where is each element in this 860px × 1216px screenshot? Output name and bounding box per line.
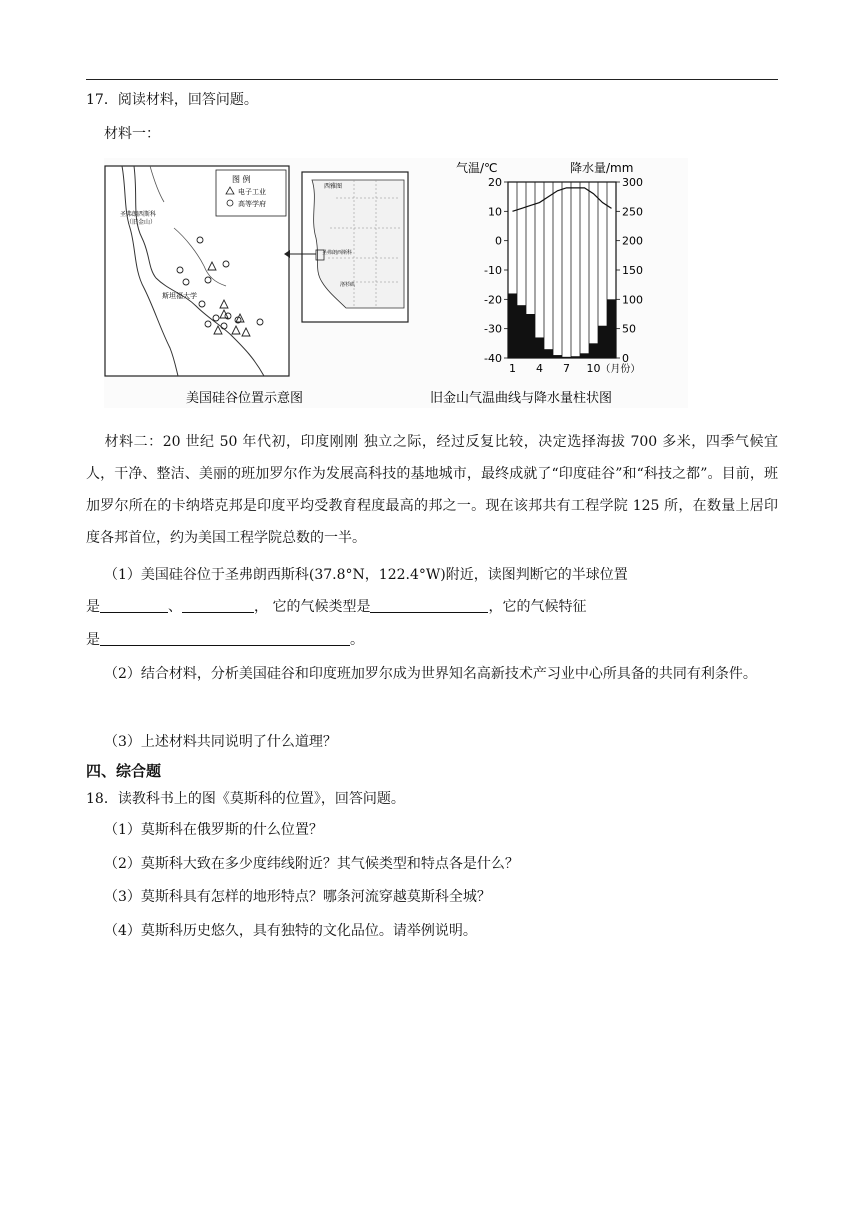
left-tick-label: 0 [495, 234, 502, 248]
q17-sub1-line2: 是 、 ， 它的气候类型是 ，它的气候特征 [86, 599, 587, 615]
svg-text:圣弗朗西斯科: 圣弗朗西斯科 [322, 250, 353, 256]
right-tick-label: 200 [622, 234, 643, 248]
right-tick-label: 50 [622, 322, 636, 336]
left-tick-label: 20 [488, 176, 502, 189]
right-tick-label: 150 [622, 264, 643, 277]
material-1-label: 材料一： [104, 126, 160, 142]
x-tick-label: 1 [509, 362, 516, 375]
precip-bar [571, 356, 580, 358]
svg-text:洛杉矶: 洛杉矶 [340, 282, 356, 288]
left-tick-label: -30 [484, 322, 502, 336]
precip-bar [508, 293, 517, 358]
q17-sub1-line3: 是 。 [86, 632, 364, 648]
x-tick-label: 10 [586, 362, 601, 375]
left-axis-title: 气温/℃ [456, 161, 498, 175]
left-tick-label: -20 [484, 293, 502, 307]
q18-item-2: （2）莫斯科大致在多少度纬线附近？其气候类型和特点各是什么？ [104, 856, 519, 872]
material-2-paragraph: 材料二：20 世纪 50 年代初，印度刚刚 独立之际，经过反复比较，决定选择海拔 700 多米，四季气候宜人，干净、整洁、美丽的班加罗尔作为发展高科技的基地城市，最终成就了“印度硅谷”和“科技之都”。目前，班加罗尔所在的卡纳塔克邦是印度平均受教育程度最高的邦之一。现在该邦共有工程学院 125 所，在数量上居印度各邦首位，约为美国工程学院总数的一半。 [86, 434, 778, 546]
legend-title: 图 例 [232, 175, 251, 184]
precip-bar [589, 343, 598, 358]
precip-bar [580, 353, 589, 358]
x-tick-label: 7 [563, 362, 570, 375]
question-18-title: 18．读教科书上的图《莫斯科的位置》，回答问题。 [86, 791, 405, 807]
precip-bar [526, 314, 535, 358]
answer-blank-hemisphere-2[interactable] [182, 598, 254, 613]
left-tick-label: 10 [488, 205, 502, 219]
climate-chart [456, 160, 643, 375]
precip-bar [517, 305, 526, 358]
right-tick-label: 100 [622, 293, 643, 307]
x-tick-label: 4 [536, 362, 543, 375]
legend-item-universities: 高等学府 [238, 200, 266, 208]
climate-chart-caption: 旧金山气温曲线与降水量柱状图 [430, 391, 613, 406]
answer-blank-hemisphere-1[interactable] [100, 598, 168, 613]
us-west-inset-map [284, 172, 408, 322]
section-heading: 四、综合题 [86, 762, 162, 780]
question-17-title: 17．阅读材料，回答问题。 [86, 92, 258, 108]
silicon-valley-map [105, 166, 289, 376]
q17-sub2: （2）结合材料，分析美国硅谷和印度班加罗尔成为世界知名高新技术产习业中心所具备的共同有利条件。 [104, 666, 757, 682]
legend-item-electronics: 电子工业 [238, 188, 266, 196]
q18-item-4: （4）莫斯科历史悠久，具有独特的文化品位。请举例说明。 [104, 923, 477, 939]
q17-sub1-line1: （1）美国硅谷位于圣弗朗西斯科(37.8°N，122.4°W)附近，读图判断它的半球位置 [104, 567, 628, 583]
precip-bar [544, 349, 553, 358]
stanford-label: 斯坦福大学 [162, 292, 197, 300]
x-axis-title: （月份） [600, 364, 641, 375]
left-tick-label: -10 [484, 264, 502, 277]
q18-item-3: （3）莫斯科具有怎样的地形特点？哪条河流穿越莫斯科全城？ [104, 889, 491, 905]
right-tick-label: 250 [622, 205, 643, 219]
precip-bar [607, 299, 616, 358]
header-rule [86, 79, 778, 80]
precip-bar [562, 357, 571, 358]
right-tick-label: 300 [622, 176, 643, 189]
sf-label: 圣弗朗西斯科 [120, 211, 157, 218]
left-tick-label: -40 [484, 352, 502, 365]
precip-bar [535, 337, 544, 358]
map-caption: 美国硅谷位置示意图 [186, 391, 304, 406]
precip-bar [598, 326, 607, 358]
q18-item-1: （1）莫斯科在俄罗斯的什么位置？ [104, 822, 323, 838]
figure-material-1 [104, 158, 688, 408]
svg-text:（旧金山）: （旧金山） [126, 219, 157, 226]
right-axis-title: 降水量/mm [570, 161, 634, 175]
precip-bar [553, 355, 562, 358]
svg-text:西雅图: 西雅图 [324, 183, 343, 190]
right-tick-label: 0 [622, 352, 629, 365]
q17-sub3: （3）上述材料共同说明了什么道理？ [104, 734, 337, 750]
answer-blank-climate-feature[interactable] [100, 631, 350, 646]
answer-blank-climate-type[interactable] [370, 598, 488, 613]
